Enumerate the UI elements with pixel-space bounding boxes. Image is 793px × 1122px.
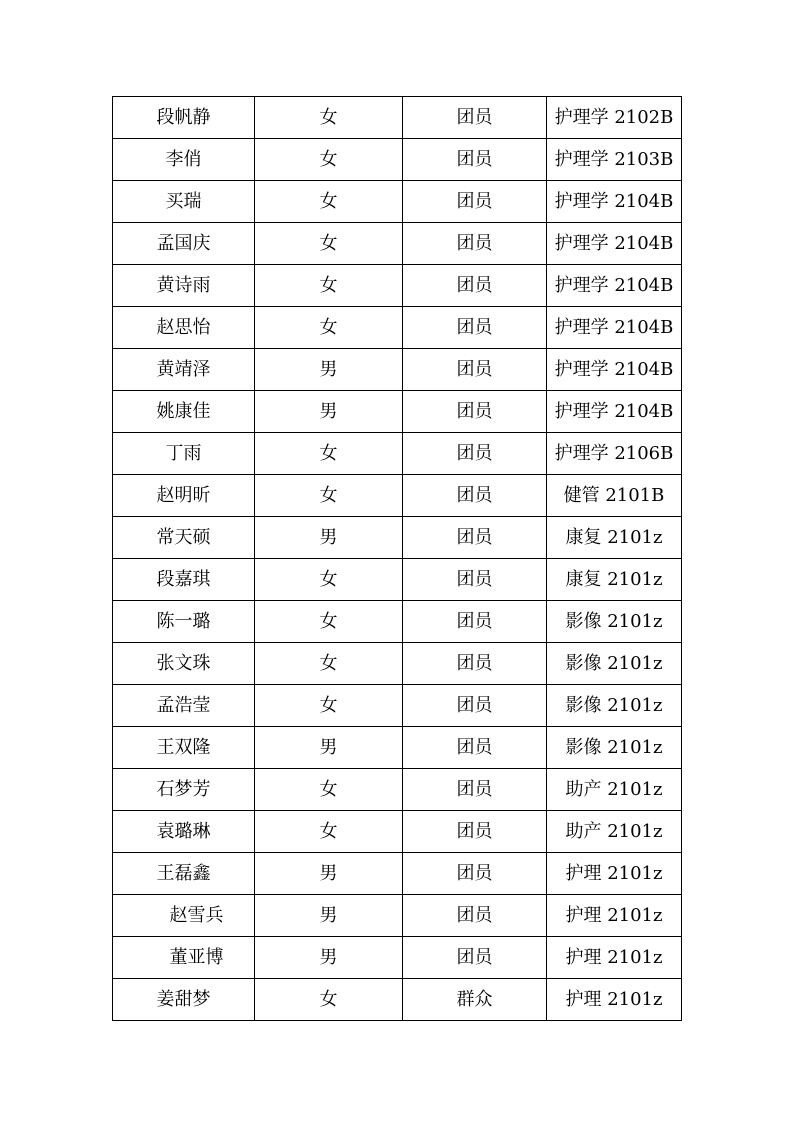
table-row bbox=[113, 181, 682, 223]
class-cell: 影像 2101z bbox=[547, 727, 682, 769]
table-row bbox=[113, 727, 682, 769]
political-status-cell: 团员 bbox=[403, 475, 547, 517]
political-status-cell: 团员 bbox=[403, 223, 547, 265]
name-cell: 张文珠 bbox=[113, 643, 255, 685]
sex-cell: 女 bbox=[255, 97, 403, 139]
table-row bbox=[113, 811, 682, 853]
table-row bbox=[113, 349, 682, 391]
sex-cell: 女 bbox=[255, 559, 403, 601]
political-status-cell: 团员 bbox=[403, 895, 547, 937]
table-row bbox=[113, 97, 682, 139]
sex-cell: 女 bbox=[255, 979, 403, 1021]
political-status-cell: 团员 bbox=[403, 139, 547, 181]
political-status-cell: 团员 bbox=[403, 727, 547, 769]
sex-cell: 男 bbox=[255, 727, 403, 769]
political-status-cell: 团员 bbox=[403, 433, 547, 475]
sex-cell: 男 bbox=[255, 853, 403, 895]
class-cell: 影像 2101z bbox=[547, 643, 682, 685]
name-cell: 黄靖泽 bbox=[113, 349, 255, 391]
class-cell: 康复 2101z bbox=[547, 517, 682, 559]
political-status-cell: 团员 bbox=[403, 265, 547, 307]
name-cell: 买瑞 bbox=[113, 181, 255, 223]
member-roster-table bbox=[112, 96, 682, 1021]
sex-cell: 男 bbox=[255, 349, 403, 391]
sex-cell: 女 bbox=[255, 643, 403, 685]
name-cell: 姚康佳 bbox=[113, 391, 255, 433]
political-status-cell: 团员 bbox=[403, 769, 547, 811]
sex-cell: 女 bbox=[255, 811, 403, 853]
class-cell: 助产 2101z bbox=[547, 811, 682, 853]
political-status-cell: 团员 bbox=[403, 97, 547, 139]
class-cell: 影像 2101z bbox=[547, 685, 682, 727]
sex-cell: 女 bbox=[255, 181, 403, 223]
name-cell: 袁璐琳 bbox=[113, 811, 255, 853]
class-cell: 护理 2101z bbox=[547, 895, 682, 937]
name-cell: 黄诗雨 bbox=[113, 265, 255, 307]
table-row bbox=[113, 601, 682, 643]
name-cell: 赵雪兵 bbox=[113, 895, 255, 937]
table-row bbox=[113, 223, 682, 265]
political-status-cell: 团员 bbox=[403, 937, 547, 979]
table-row bbox=[113, 265, 682, 307]
class-cell: 助产 2101z bbox=[547, 769, 682, 811]
table-row bbox=[113, 685, 682, 727]
name-cell: 王磊鑫 bbox=[113, 853, 255, 895]
name-cell: 赵明昕 bbox=[113, 475, 255, 517]
name-cell: 陈一璐 bbox=[113, 601, 255, 643]
class-cell: 影像 2101z bbox=[547, 601, 682, 643]
table-row bbox=[113, 643, 682, 685]
sex-cell: 女 bbox=[255, 433, 403, 475]
sex-cell: 女 bbox=[255, 139, 403, 181]
political-status-cell: 群众 bbox=[403, 979, 547, 1021]
table-row bbox=[113, 475, 682, 517]
table-row bbox=[113, 937, 682, 979]
political-status-cell: 团员 bbox=[403, 685, 547, 727]
sex-cell: 女 bbox=[255, 685, 403, 727]
class-cell: 护理 2101z bbox=[547, 979, 682, 1021]
name-cell: 石梦芳 bbox=[113, 769, 255, 811]
sex-cell: 男 bbox=[255, 937, 403, 979]
class-cell: 护理学 2106B bbox=[547, 433, 682, 475]
political-status-cell: 团员 bbox=[403, 349, 547, 391]
sex-cell: 女 bbox=[255, 223, 403, 265]
sex-cell: 女 bbox=[255, 307, 403, 349]
class-cell: 健管 2101B bbox=[547, 475, 682, 517]
class-cell: 护理学 2104B bbox=[547, 307, 682, 349]
table-row bbox=[113, 517, 682, 559]
name-cell: 孟国庆 bbox=[113, 223, 255, 265]
table-row bbox=[113, 769, 682, 811]
roster-body bbox=[113, 97, 682, 1021]
political-status-cell: 团员 bbox=[403, 601, 547, 643]
name-cell: 孟浩莹 bbox=[113, 685, 255, 727]
sex-cell: 女 bbox=[255, 601, 403, 643]
political-status-cell: 团员 bbox=[403, 643, 547, 685]
table-row bbox=[113, 307, 682, 349]
class-cell: 护理学 2104B bbox=[547, 265, 682, 307]
sex-cell: 女 bbox=[255, 769, 403, 811]
table-row bbox=[113, 139, 682, 181]
name-cell: 董亚博 bbox=[113, 937, 255, 979]
table-row bbox=[113, 559, 682, 601]
table-row bbox=[113, 853, 682, 895]
class-cell: 护理学 2104B bbox=[547, 349, 682, 391]
name-cell: 段帆静 bbox=[113, 97, 255, 139]
class-cell: 护理学 2104B bbox=[547, 181, 682, 223]
political-status-cell: 团员 bbox=[403, 559, 547, 601]
name-cell: 常天硕 bbox=[113, 517, 255, 559]
name-cell: 李俏 bbox=[113, 139, 255, 181]
sex-cell: 男 bbox=[255, 517, 403, 559]
table-row bbox=[113, 895, 682, 937]
political-status-cell: 团员 bbox=[403, 391, 547, 433]
table-row bbox=[113, 391, 682, 433]
table-row bbox=[113, 979, 682, 1021]
name-cell: 丁雨 bbox=[113, 433, 255, 475]
sex-cell: 女 bbox=[255, 475, 403, 517]
class-cell: 护理学 2102B bbox=[547, 97, 682, 139]
class-cell: 护理学 2103B bbox=[547, 139, 682, 181]
class-cell: 护理学 2104B bbox=[547, 223, 682, 265]
name-cell: 王双隆 bbox=[113, 727, 255, 769]
name-cell: 段嘉琪 bbox=[113, 559, 255, 601]
class-cell: 护理 2101z bbox=[547, 853, 682, 895]
political-status-cell: 团员 bbox=[403, 307, 547, 349]
political-status-cell: 团员 bbox=[403, 181, 547, 223]
name-cell: 赵思怡 bbox=[113, 307, 255, 349]
class-cell: 康复 2101z bbox=[547, 559, 682, 601]
name-cell: 姜甜梦 bbox=[113, 979, 255, 1021]
table-row bbox=[113, 433, 682, 475]
sex-cell: 男 bbox=[255, 391, 403, 433]
sex-cell: 男 bbox=[255, 895, 403, 937]
political-status-cell: 团员 bbox=[403, 517, 547, 559]
class-cell: 护理 2101z bbox=[547, 937, 682, 979]
sex-cell: 女 bbox=[255, 265, 403, 307]
political-status-cell: 团员 bbox=[403, 811, 547, 853]
political-status-cell: 团员 bbox=[403, 853, 547, 895]
class-cell: 护理学 2104B bbox=[547, 391, 682, 433]
